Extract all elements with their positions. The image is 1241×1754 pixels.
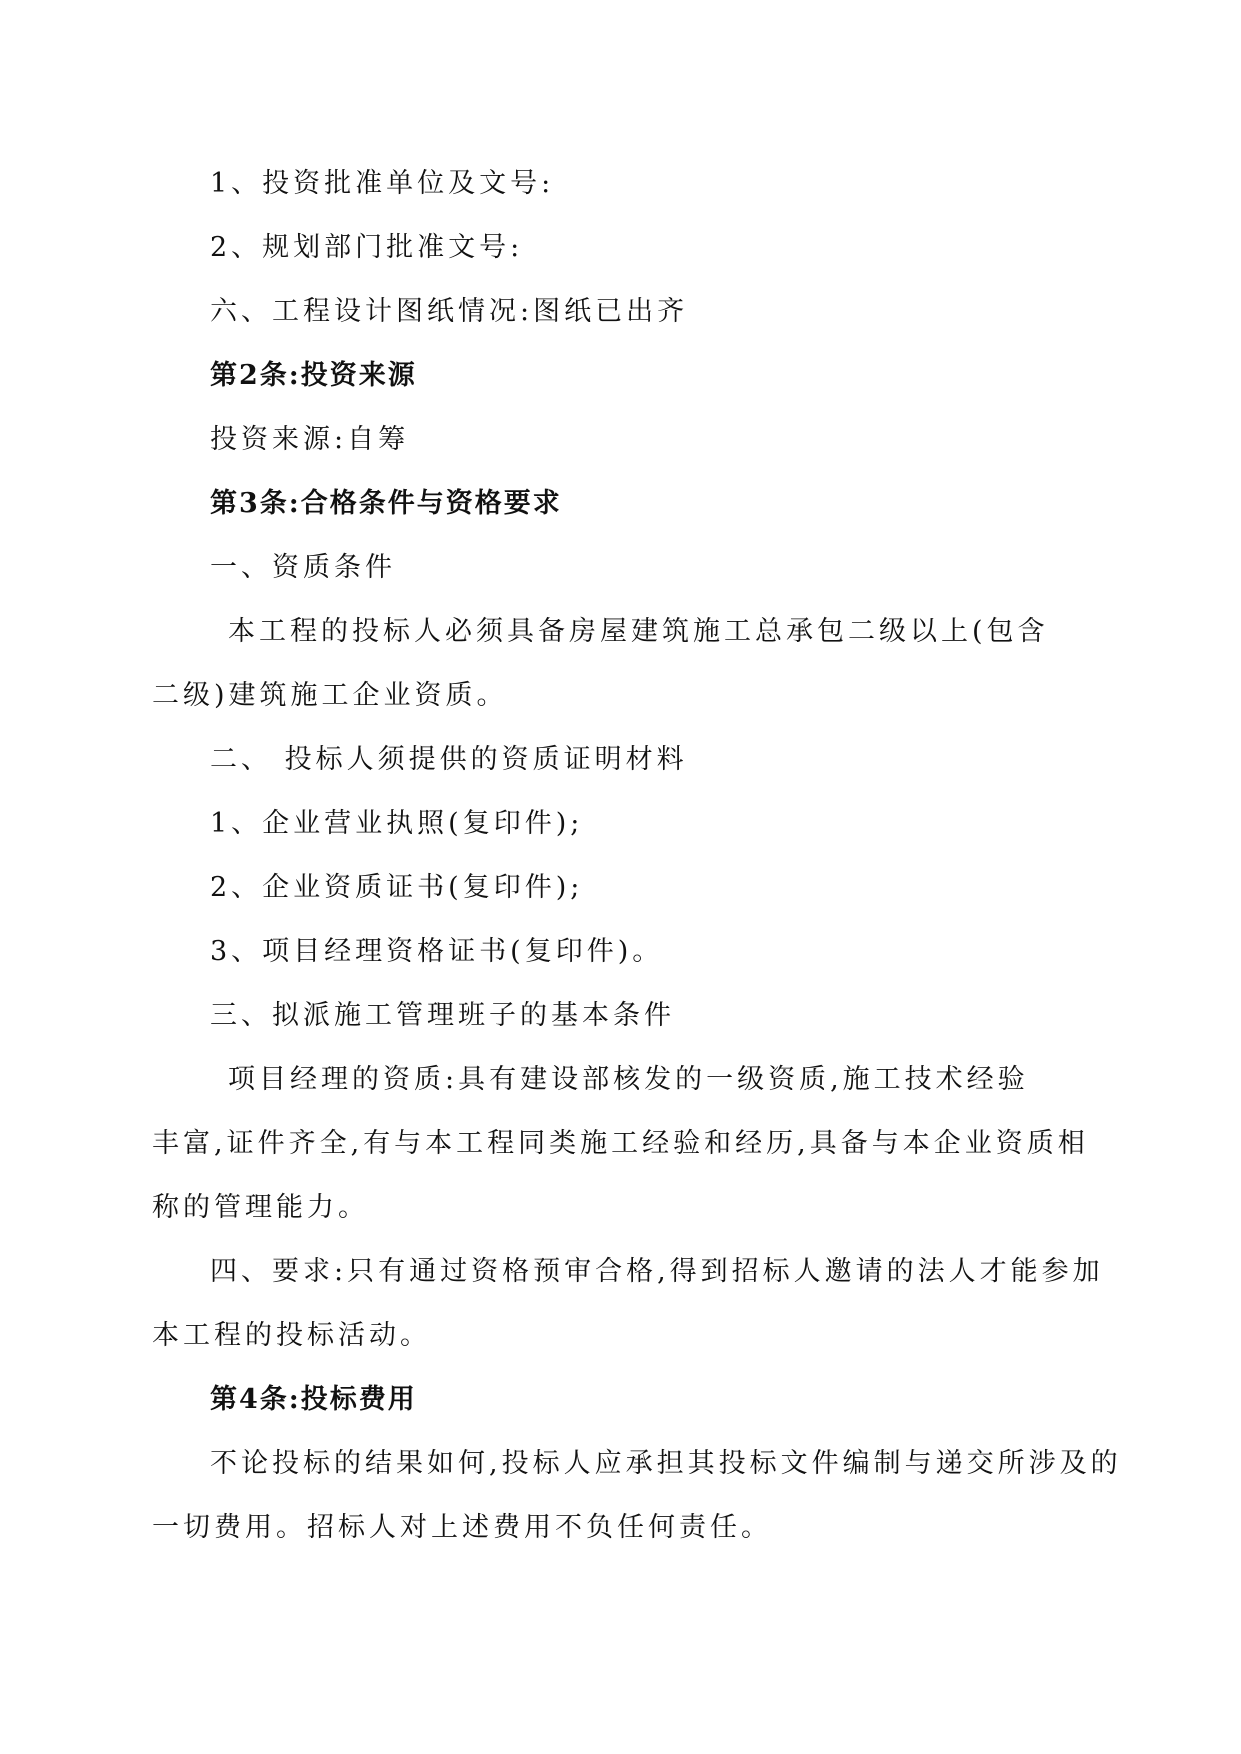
qualification-paragraph-line-1: 本工程的投标人必须具备房屋建筑施工总承包二级以上(包含 [228, 616, 1049, 647]
required-document-item: 1、企业营业执照(复印件); [210, 808, 584, 839]
planning-approval-line: 2、规划部门批准文号: [210, 232, 524, 263]
qualification-section-title: 一、资质条件 [210, 552, 396, 583]
article-2-heading: 第2条:投资来源 [210, 360, 417, 391]
investment-approval-line: 1、投资批准单位及文号: [210, 168, 555, 199]
design-drawings-line: 六、工程设计图纸情况:图纸已出齐 [210, 296, 689, 327]
requirement-paragraph-line-1: 四、要求:只有通过资格预审合格,得到招标人邀请的法人才能参加 [210, 1256, 1104, 1287]
manager-paragraph-line-2: 丰富,证件齐全,有与本工程同类施工经验和经历,具备与本企业资质相 [152, 1128, 1089, 1159]
required-document-item: 2、企业资质证书(复印件); [210, 872, 584, 903]
article-4-heading: 第4条:投标费用 [210, 1384, 417, 1415]
requirement-paragraph-line-2: 本工程的投标活动。 [152, 1320, 431, 1351]
investment-source-line: 投资来源:自筹 [210, 424, 410, 455]
manager-paragraph-line-3: 称的管理能力。 [152, 1192, 369, 1223]
article-3-heading: 第3条:合格条件与资格要求 [210, 488, 562, 519]
required-documents-title: 二、 投标人须提供的资质证明材料 [210, 744, 688, 775]
required-document-item: 3、项目经理资格证书(复印件)。 [210, 936, 664, 967]
cost-paragraph-line-1: 不论投标的结果如何,投标人应承担其投标文件编制与递交所涉及的 [210, 1448, 1122, 1479]
cost-paragraph-line-2: 一切费用。招标人对上述费用不负任何责任。 [152, 1512, 772, 1543]
management-team-title: 三、拟派施工管理班子的基本条件 [210, 1000, 675, 1031]
qualification-paragraph-line-2: 二级)建筑施工企业资质。 [152, 680, 508, 711]
manager-paragraph-line-1: 项目经理的资质:具有建设部核发的一级资质,施工技术经验 [228, 1064, 1029, 1095]
